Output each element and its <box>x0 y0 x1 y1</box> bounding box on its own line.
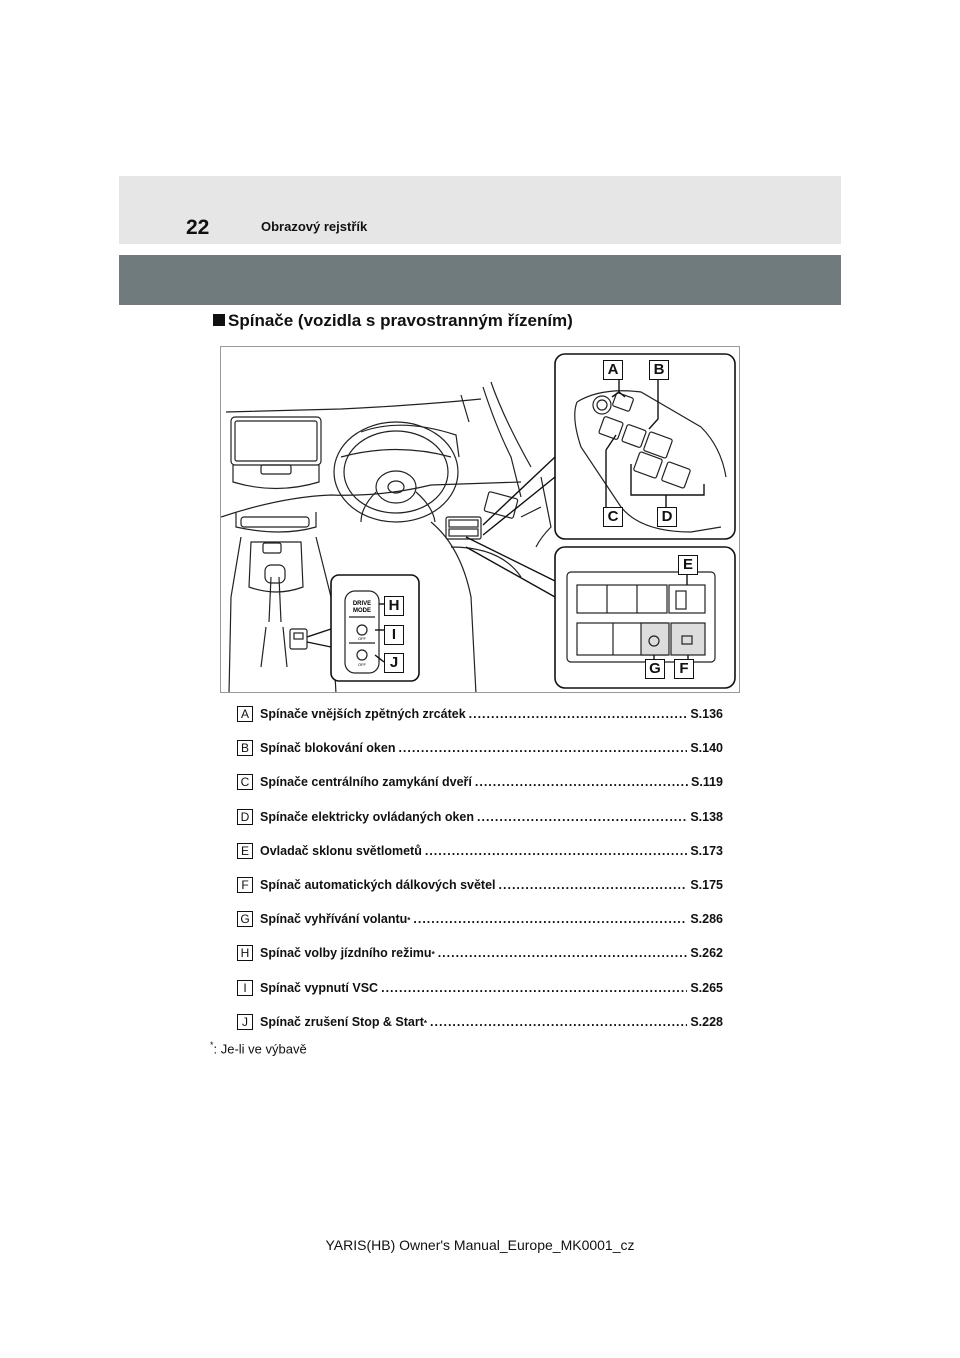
callout-c: C <box>603 507 623 527</box>
page-reference-link[interactable]: S.119 <box>691 775 723 790</box>
list-item <box>237 843 723 877</box>
page-reference-link[interactable]: S.136 <box>690 707 723 721</box>
page-reference-link[interactable]: S.140 <box>690 741 723 756</box>
callout-b: B <box>649 360 669 380</box>
list-item <box>237 945 723 979</box>
item-letter: J <box>237 1014 253 1030</box>
footnote-text: : Je-li ve výbavě <box>213 1041 307 1057</box>
page-reference-link[interactable]: S.228 <box>690 1014 723 1029</box>
leader-dots <box>438 946 688 960</box>
page-reference-link[interactable]: S.262 <box>690 946 723 961</box>
switch-index-list <box>237 706 723 1048</box>
item-label: Spínače vnějších zpětných zrcátek <box>260 707 466 721</box>
callout-a: A <box>603 360 623 380</box>
mode-label-text: MODE <box>353 608 371 614</box>
page-reference-link[interactable]: S.265 <box>690 980 723 995</box>
callout-j: J <box>384 653 404 673</box>
chapter-title: Obrazový rejstřík <box>261 219 368 234</box>
list-item <box>237 911 723 945</box>
square-bullet-icon <box>213 314 225 326</box>
leader-dots <box>430 1015 687 1029</box>
item-label: Spínač blokování oken <box>260 741 396 756</box>
list-item <box>237 809 723 843</box>
leader-dots <box>413 912 687 926</box>
item-footnote-mark: * <box>407 916 411 926</box>
item-label: Spínač zrušení Stop & Start <box>260 1014 424 1029</box>
leader-dots <box>475 775 688 789</box>
callout-d: D <box>657 507 677 527</box>
callout-h: H <box>384 596 404 616</box>
callout-e: E <box>678 555 698 575</box>
page-footer: YARIS(HB) Owner's Manual_Europe_MK0001_cz <box>325 1237 635 1253</box>
item-letter: C <box>237 774 253 790</box>
list-item <box>237 706 723 740</box>
footnote-mark: * <box>210 1040 214 1050</box>
item-letter: F <box>237 877 253 893</box>
drive-label-text: DRIVE <box>352 601 372 607</box>
list-item <box>237 980 723 1014</box>
leader-dots <box>499 878 688 892</box>
item-letter: E <box>237 843 253 859</box>
callout-g: G <box>645 659 665 679</box>
leader-dots <box>398 741 687 755</box>
item-label: Spínač volby jízdního režimu <box>260 946 432 961</box>
item-letter: B <box>237 740 253 756</box>
list-item <box>237 740 723 774</box>
item-letter: D <box>237 809 253 825</box>
item-footnote-mark: * <box>423 1018 428 1028</box>
stop-start-off-label: OFF <box>358 662 366 667</box>
page-reference-link[interactable]: S.175 <box>690 877 723 892</box>
header-dark-band <box>119 255 841 305</box>
page-reference-link[interactable]: S.138 <box>690 809 723 824</box>
item-letter: H <box>237 945 253 961</box>
callout-f: F <box>674 659 694 679</box>
leader-dots <box>469 707 688 721</box>
callout-i: I <box>384 625 404 645</box>
item-label: Spínače centrálního zamykání dveří <box>260 775 472 790</box>
section-heading <box>213 311 573 331</box>
header-band <box>119 176 841 244</box>
list-item <box>237 774 723 808</box>
vsc-off-label: OFF <box>358 636 366 641</box>
leader-dots <box>381 981 687 995</box>
item-letter: I <box>237 980 253 996</box>
list-item <box>237 1014 723 1048</box>
item-letter: G <box>237 911 253 927</box>
item-label: Spínač automatických dálkových světel <box>260 877 496 892</box>
item-label: Spínač vyhřívání volantu <box>260 912 408 927</box>
list-item <box>237 877 723 911</box>
page-number: 22 <box>186 216 210 239</box>
page-reference-link[interactable]: S.286 <box>690 912 723 927</box>
leader-dots <box>425 844 687 858</box>
item-label: Spínače elektricky ovládaných oken <box>260 809 474 824</box>
item-letter: A <box>237 706 253 722</box>
item-footnote-mark: * <box>431 950 435 960</box>
item-label: Spínač vypnutí VSC <box>260 980 379 995</box>
section-title: Spínače (vozidla s pravostranným řízením) <box>228 311 573 330</box>
leader-dots <box>477 810 687 824</box>
item-label: Ovladač sklonu světlometů <box>260 843 422 858</box>
page-reference-link[interactable]: S.173 <box>690 843 723 858</box>
footnote <box>210 1040 307 1056</box>
switches-illustration <box>220 346 740 693</box>
